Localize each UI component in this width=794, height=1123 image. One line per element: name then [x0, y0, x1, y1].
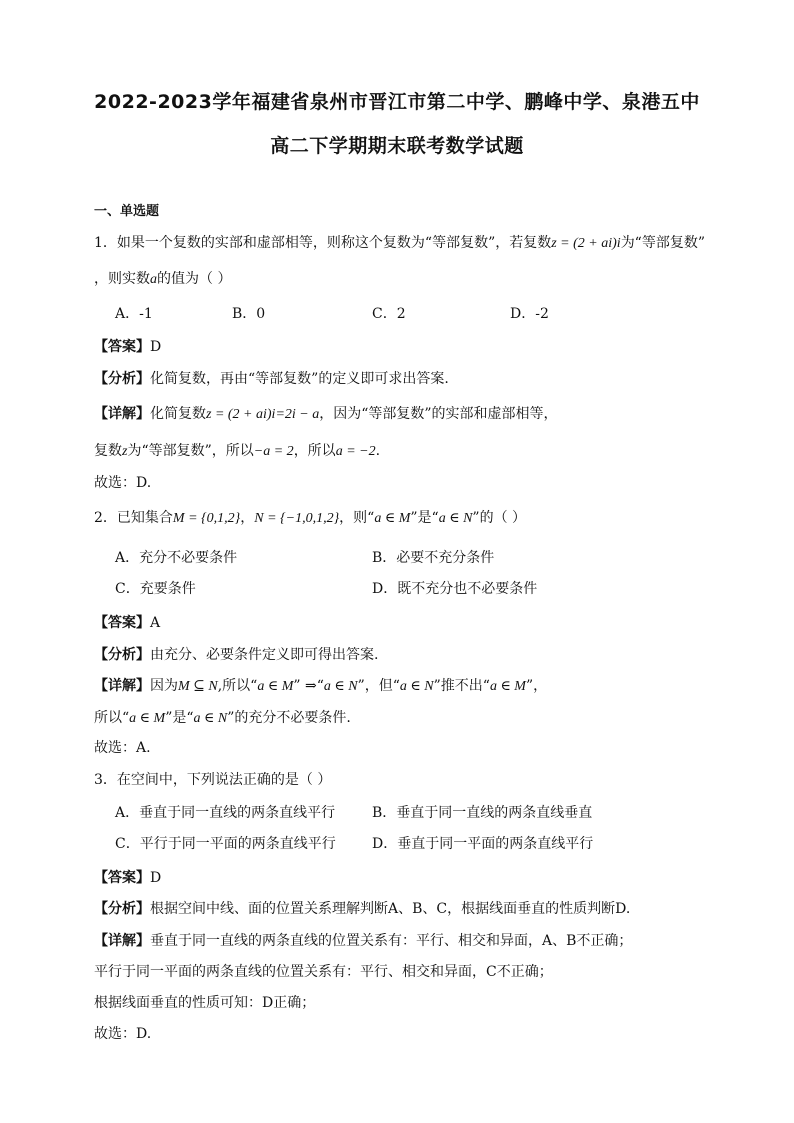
q1-detail-line2: 复数z为“等部复数”，所以−a = 2，所以a = −2.: [94, 443, 381, 459]
q3-detail-line1: 【详解】垂直于同一直线的两条直线的位置关系有：平行、相交和异面，A、B不正确；: [94, 933, 633, 949]
q2-option-d: D．既不充分也不必要条件: [372, 581, 538, 597]
q1-option-c: C．2: [372, 306, 406, 322]
q1-stem-line1: 1．如果一个复数的实部和虚部相等，则称这个复数为“等部复数”，若复数z = (2 + ai)i为“等部复数”: [94, 235, 706, 251]
q1-option-d: D．-2: [510, 306, 549, 322]
q1-answer: 【答案】D: [94, 339, 162, 355]
q3-option-d: D．垂直于同一平面的两条直线平行: [372, 836, 594, 852]
q3-answer: 【答案】D: [94, 870, 162, 886]
q3-option-a: A．垂直于同一直线的两条直线平行: [115, 805, 336, 821]
q3-option-c: C．平行于同一平面的两条直线平行: [115, 836, 336, 852]
q3-analysis: 【分析】根据空间中线、面的位置关系理解判断A、B、C，根据线面垂直的性质判断D.: [94, 901, 631, 917]
q2-analysis: 【分析】由充分、必要条件定义即可得出答案.: [94, 647, 379, 663]
doc-title-line1: 2022-2023学年福建省泉州市晋江市第二中学、鹏峰中学、泉港五中: [94, 91, 700, 113]
q1-stem-line2: ，则实数a的值为（ ）: [94, 271, 232, 287]
q2-answer: 【答案】A: [94, 615, 161, 631]
q1-option-a: A．-1: [115, 306, 153, 322]
q1-analysis: 【分析】化简复数，再由“等部复数”的定义即可求出答案.: [94, 371, 449, 387]
q2-option-b: B．必要不充分条件: [372, 550, 495, 566]
q2-option-c: C．充要条件: [115, 581, 196, 597]
section-heading: 一、单选题: [94, 204, 160, 219]
doc-title-line2: 高二下学期期末联考数学试题: [270, 135, 524, 157]
q3-stem: 3．在空间中，下列说法正确的是（ ）: [94, 772, 332, 788]
q1-option-b: B．0: [232, 306, 266, 322]
q2-detail-line2: 所以“a ∈ M”是“a ∈ N”的充分不必要条件.: [94, 710, 351, 726]
q2-option-a: A．充分不必要条件: [115, 550, 238, 566]
q2-stem: 2．已知集合M = {0,1,2}，N = {−1,0,1,2}，则“a ∈ M”是“a ∈ N”的（ ）: [94, 510, 527, 526]
q2-detail-line1: 【详解】因为M ⊆ N,所以“a ∈ M” ⇒“a ∈ N”，但“a ∈ N”推不出“a ∈ M”，: [94, 678, 548, 694]
q2-choose: 故选：A.: [94, 740, 151, 756]
q3-option-b: B．垂直于同一直线的两条直线垂直: [372, 805, 593, 821]
q1-detail-line1: 【详解】化简复数z = (2 + ai)i=2i − a，因为“等部复数”的实部和虚部相等，: [94, 406, 558, 422]
q1-formula: z = (2 + ai)i: [551, 236, 621, 251]
q3-detail-line3: 根据线面垂直的性质可知：D正确；: [94, 995, 316, 1011]
q3-detail-line2: 平行于同一平面的两条直线的位置关系有：平行、相交和异面，C不正确；: [94, 964, 553, 980]
q1-choose: 故选：D.: [94, 475, 152, 491]
q3-choose: 故选：D.: [94, 1026, 152, 1042]
